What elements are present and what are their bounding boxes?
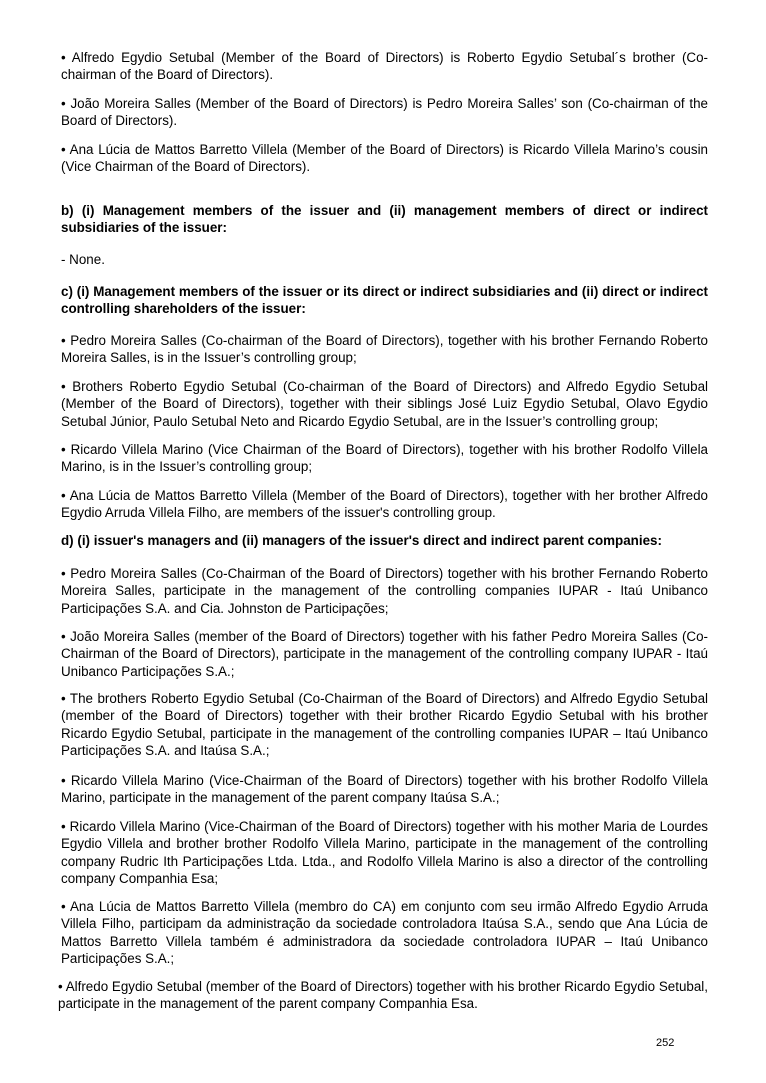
section-d-item-5: • Ricardo Villela Marino (Vice-Chairman of the Board of Directors) together with his mother Maria de Lourdes Egydio Villela and brother brother Rodolfo Villela Marino, participate in the management of the controlling company Rudric Ith Participações Ltda. Ltda., and Rodolfo Villela Marino is also a director of the controlling company Companhia Esa; (61, 819, 708, 887)
section-d-item-1: • Pedro Moreira Salles (Co-Chairman of the Board of Directors) together with his brother Fernando Roberto Moreira Salles, participate in the management of the controlling companies IUPAR - Itaú Unibanco Participações S.A. and Cia. Johnston de Participações; (61, 566, 708, 616)
intro-item-3: • Ana Lúcia de Mattos Barretto Villela (Member of the Board of Directors) is Ricardo Villela Marino’s cousin (Vice Chairman of the Board of Directors). (61, 142, 708, 175)
section-d-item-3: • The brothers Roberto Egydio Setubal (Co-Chairman of the Board of Directors) and Alfredo Egydio Setubal (member of the Board of Directors) together with their brother Ricardo Egydio Setubal with his brother Ricardo Egydio Setubal, participate in the management of the controlling companies IUPAR – Itaú Unibanco Participações S.A. and Itaúsa S.A.; (61, 691, 708, 759)
section-b-heading: b) (i) Management members of the issuer and (ii) management members of direct or indirect subsidiaries of the issuer: (61, 203, 708, 236)
page-number: 252 (656, 1037, 675, 1049)
section-d-item-6: • Ana Lúcia de Mattos Barretto Villela (membro do CA) em conjunto com seu irmão Alfredo Egydio Arruda Villela Filho, participam da administração da sociedade controladora Itaúsa S.A., sendo que Ana Lúcia de Mattos Barretto Villela também é administradora da sociedade controladora IUPAR – Itaú Unibanco Participações S.A.; (61, 899, 708, 967)
section-c-heading: c) (i) Management members of the issuer or its direct or indirect subsidiaries and (ii) direct or indirect controlling shareholders of the issuer: (61, 284, 708, 317)
section-d-item-2: • João Moreira Salles (member of the Board of Directors) together with his father Pedro Moreira Salles (Co-Chairman of the Board of Directors), participate in the management of the controlling company IUPAR - Itaú Unibanco Participações S.A.; (61, 629, 708, 679)
intro-item-1: • Alfredo Egydio Setubal (Member of the Board of Directors) is Roberto Egydio Setubal´s brother (Co-chairman of the Board of Directors). (61, 50, 708, 83)
section-d-item-7: • Alfredo Egydio Setubal (member of the Board of Directors) together with his brother Ricardo Egydio Setubal, participate in the management of the parent company Companhia Esa. (58, 979, 708, 1012)
section-c-item-3: • Ricardo Villela Marino (Vice Chairman of the Board of Directors), together with his brother Rodolfo Villela Marino, is in the Issuer’s controlling group; (61, 442, 708, 475)
section-c-item-4: • Ana Lúcia de Mattos Barretto Villela (Member of the Board of Directors), together with her brother Alfredo Egydio Arruda Villela Filho, are members of the issuer's controlling group. (61, 488, 708, 521)
intro-item-2: • João Moreira Salles (Member of the Board of Directors) is Pedro Moreira Salles’ son (Co-chairman of the Board of Directors). (61, 96, 708, 129)
section-d-item-4: • Ricardo Villela Marino (Vice-Chairman of the Board of Directors) together with his brother Rodolfo Villela Marino, participate in the management of the parent company Itaúsa S.A.; (61, 773, 708, 806)
section-b-text: - None. (61, 252, 105, 267)
section-c-item-1: • Pedro Moreira Salles (Co-chairman of the Board of Directors), together with his brother Fernando Roberto Moreira Salles, is in the Issuer’s controlling group; (61, 333, 708, 366)
section-c-item-2: • Brothers Roberto Egydio Setubal (Co-chairman of the Board of Directors) and Alfredo Egydio Setubal (Member of the Board of Directors), together with their siblings José Luiz Egydio Setubal, Olavo Egydio Setubal Júnior, Paulo Setubal Neto and Ricardo Egydio Setubal, are in the Issuer’s controlling group; (61, 379, 708, 429)
section-d-heading: d) (i) issuer's managers and (ii) managers of the issuer's direct and indirect parent companies: (61, 533, 662, 548)
